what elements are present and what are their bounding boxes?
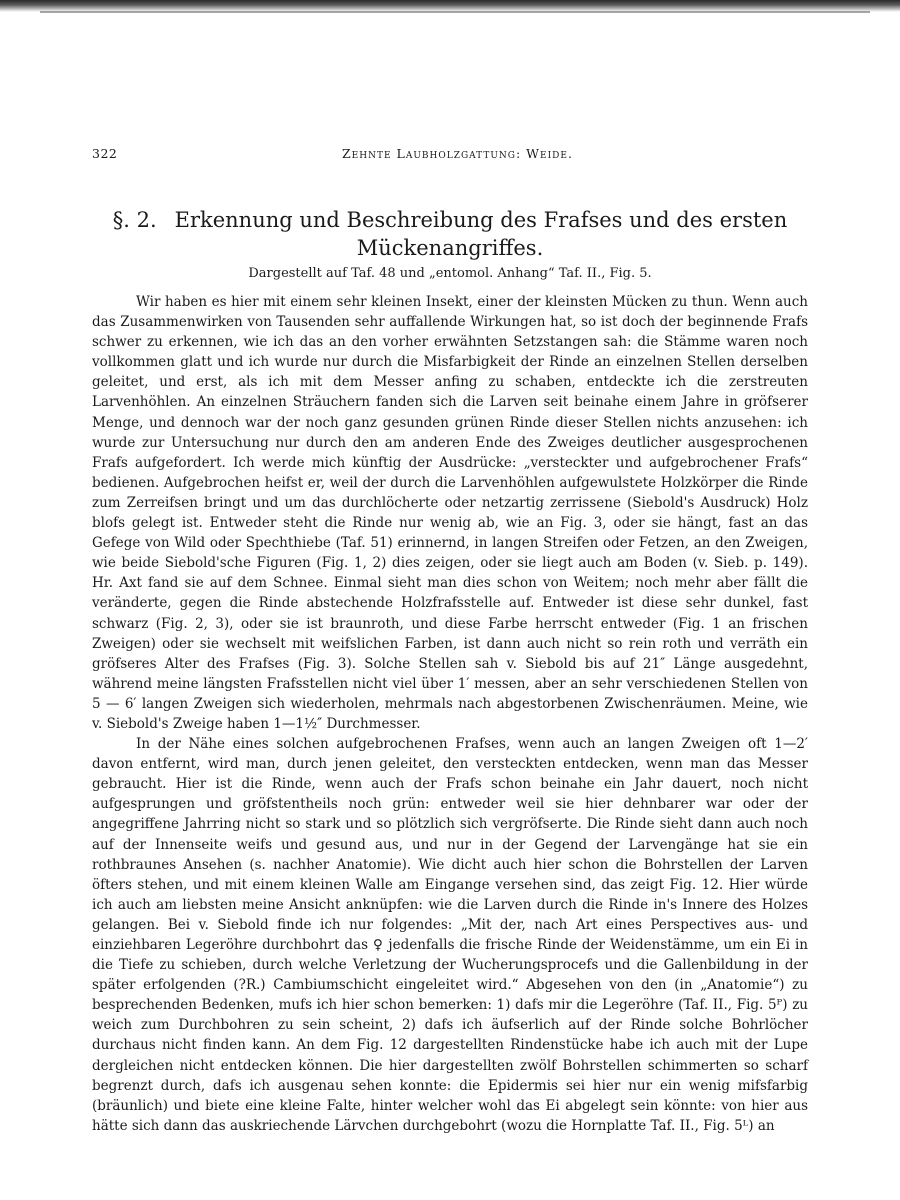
body-text (92, 292, 808, 1136)
section-heading (92, 206, 808, 262)
paragraph: In der Nähe eines solchen aufgebrochenen Frafses, wenn auch an langen Zweigen oft 1—2′ davon entfernt, wird man, durch jenen geleitet, den versteckten entdecken, wenn man das Messer gebraucht. Hier ist die Rinde, wenn auch der Frafs schon beinahe ein Jahr dauert, noch nicht aufgesprungen und gröfstentheils noch grün: entweder weil sie hier dehnbarer war oder der angegriffene Jahrring nicht so stark und so plötzlich sich vergröfserte. Die Rinde sieht dann auch noch auf der Innenseite weifs und gesund aus, und nur in der Gegend der Larvengänge hat sie ein rothbraunes Ansehen (s. nachher Anatomie). Wie dicht auch hier schon die Bohrstellen der Larven öfters stehen, und mit einem kleinen Walle am Eingange versehen sind, das zeigt Fig. 12. Hier würde ich auch am liebsten meine Ansicht anknüpfen: wie die Larven durch die Rinde in's Innere des Holzes gelangen. Bei v. Siebold finde ich nur folgendes: „Mit der, nach Art eines Perspectives aus- und einziehbaren Legeröhre durchbohrt das ♀ jedenfalls die frische Rinde der Weidenstämme, um ein Ei in die Tiefe zu schieben, durch welche Verletzung der Wucherungsprocefs und die Gallenbildung in der später erfolgenden (?R.) Cambiumschicht eingeleitet wird.“ Abgesehen von den (in „Anatomie“) zu besprechenden Bedenken, mufs ich hier schon bemerken: 1) dafs mir die Legeröhre (Taf. II., Fig. 5ᴾ) zu weich zum Durchbohren zu sein scheint, 2) dafs ich äufserlich auf der Rinde solche Bohrlöcher durchaus nicht finden kann. An dem Fig. 12 dargestellten Rindenstücke habe ich auch mit der Lupe dergleichen nicht entdecken können. Die hier dargestellten zwölf Bohrstellen schimmerten so scharf begrenzt durch, dafs ich ausgenau sehen konnte: die Epidermis sei hier nur ein wenig mifsfarbig (bräunlich) und biete eine kleine Falte, hinter welcher wohl das Ei abgelegt sein könnte: von hier aus hätte sich dann das auskriechende Lärvchen durchgebohrt (wozu die Hornplatte Taf. II., Fig. 5ᴸ) an (92, 736, 808, 1134)
running-head: Zehnte Laubholzgattung: Weide. (342, 146, 573, 161)
section-number: §. 2. (112, 208, 157, 232)
section-title: Erkennung und Beschreibung des Frafses und des ersten Mückenangriffes. (174, 208, 788, 260)
paragraph: Wir haben es hier mit einem sehr kleinen Insekt, einer der kleinsten Mücken zu thun. Wenn auch das Zusammenwirken von Tausenden sehr auffallende Wirkungen hat, so ist doch der beginnende Frafs schwer zu erkennen, wie ich das an den vorher erwähnten Setzstangen sah: die Stämme waren noch vollkommen glatt und ich wurde nur durch die Misfarbigkeit der Rinde an einzelnen Stellen derselben geleitet, und erst, als ich mit dem Messer anfing zu schaben, entdeckte ich die zerstreuten Larvenhöhlen. An einzelnen Sträuchern fanden sich die Larven seit beinahe einem Jahre in gröfserer Menge, und dennoch war der noch ganz gesunden grünen Rinde dieser Stellen nichts anzusehen: ich wurde zur Untersuchung nur durch den am anderen Ende des Zweiges deutlicher ausgesprochenen Frafs aufgefordert. Ich werde mich künftig der Ausdrücke: „versteckter und aufgebrochener Frafs“ bedienen. Aufgebrochen heifst er, weil der durch die Larvenhöhlen aufgewulstete Holzkörper die Rinde zum Zerreifsen bringt und um das durchlöcherte oder netzartig zerrissene (Siebold's Ausdruck) Holz blofs gelegt ist. Entweder steht die Rinde nur wenig ab, wie an Fig. 3, oder sie hängt, fast an das Gefege von Wild oder Spechthiebe (Taf. 51) erinnernd, in langen Streifen oder Fetzen, an den Zweigen, wie beide Siebold'sche Figuren (Fig. 1, 2) dies zeigen, oder sie liegt auch am Boden (v. Sieb. p. 149). Hr. Axt fand sie auf dem Schnee. Einmal sieht man dies schon von Weitem; noch mehr aber fällt die veränderte, gegen die Rinde abstechende Holzfrafsstelle auf. Entweder ist diese sehr dunkel, fast schwarz (Fig. 2, 3), oder sie ist braunroth, und diese Farbe herrscht entweder (Fig. 1 an frischen Zweigen) oder sie wechselt mit weifslichen Farben, ist dann auch nicht so rein roth und verräth ein gröfseres Alter des Frafses (Fig. 3). Solche Stellen sah v. Siebold bis auf 21″ Länge ausgedehnt, während meine längsten Frafsstellen nicht viel über 1′ messen, aber an sehr verschiedenen Stellen von 5 — 6′ langen Zweigen sich wiederholen, mehrmals nach abgestorbenen Zwischenräumen. Meine, wie v. Siebold's Zweige haben 1—1½″ Durchmesser. (92, 294, 808, 732)
page-number: 322 (92, 146, 118, 161)
section-subtitle: Dargestellt auf Taf. 48 und „entomol. Anhang“ Taf. II., Fig. 5. (248, 266, 652, 281)
scan-edge-line (40, 11, 870, 13)
